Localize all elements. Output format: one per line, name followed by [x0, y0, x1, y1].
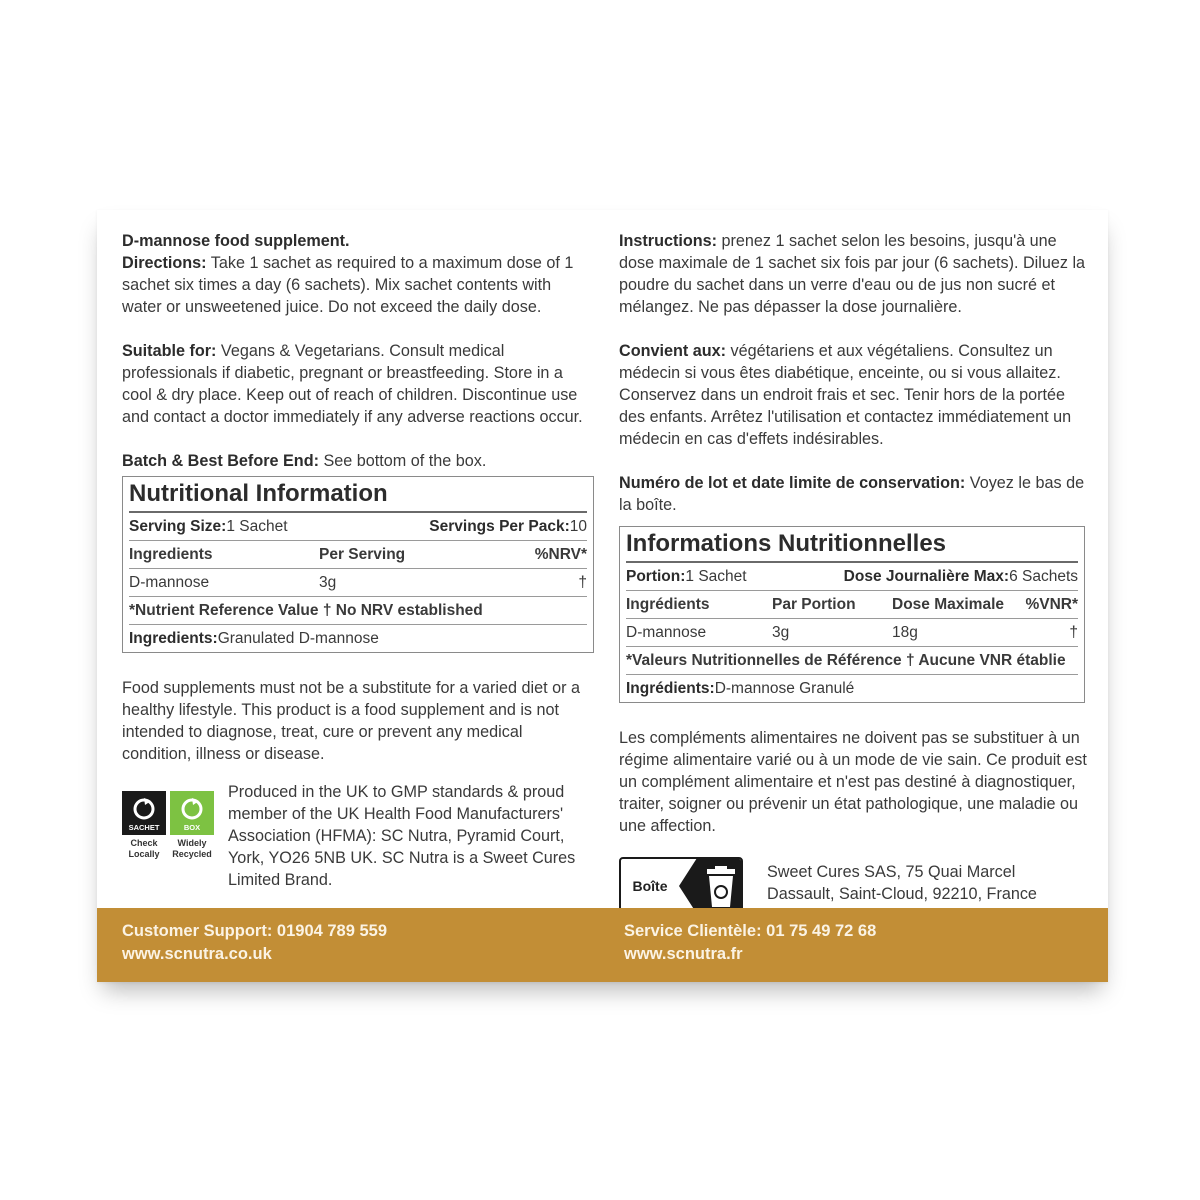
nutrition-table-fr	[619, 526, 1085, 703]
directions-label: Directions:	[122, 254, 207, 272]
batch-label: Batch & Best Before End:	[122, 452, 319, 470]
servings-per-pack-label: Servings Per Pack:	[429, 517, 570, 535]
footnote-text: *Nutrient Reference Value † No NRV established	[129, 601, 483, 619]
cell-par-portion: 3g	[772, 623, 790, 641]
header-par-portion: Par Portion	[772, 595, 856, 613]
footnote-text-fr: *Valeurs Nutritionnelles de Référence † Aucune VNR établie	[626, 651, 1066, 669]
footer-en	[122, 920, 387, 966]
dose-label: Dose Journalière Max:	[843, 567, 1010, 585]
header-ingredients-fr: Ingrédients	[626, 595, 710, 613]
header-vnr: %VNR*	[1025, 595, 1078, 613]
package-back-panel	[97, 210, 1108, 982]
cell-ingredient: D-mannose	[129, 573, 210, 591]
convient-block	[619, 340, 1089, 450]
dose-value: 6 Sachets	[1009, 567, 1078, 585]
nutrition-table	[122, 476, 594, 653]
batch-block	[122, 450, 594, 472]
disclaimer-text-fr: Les compléments alimentaires ne doivent pas se substituer à un régime alimentaire varié ou à un mode de vie sain. Ce produit est un complément alimentaire et n'est pas destiné à diagnostiquer, traiter, soigner ou prévenir un état pathologique, une maladie ou une affection.	[619, 729, 1087, 835]
header-ingredients: Ingredients	[129, 545, 213, 563]
directions-block	[122, 230, 594, 318]
table-footnote	[129, 596, 587, 624]
recycle-icons	[122, 791, 214, 891]
website-fr: www.scnutra.fr	[624, 945, 743, 963]
producer-text: Produced in the UK to GMP standards & proud member of the UK Health Food Manufacturers' Association (HFMA): SC Nutra, Pyramid Court, York, YO26 5NB UK. SC Nutra is a Sweet Cures Limited Brand.	[228, 783, 576, 889]
header-per-serving: Per Serving	[319, 545, 406, 563]
cell-vnr: †	[1069, 623, 1078, 641]
boite-recycle-badge	[619, 857, 743, 915]
suitable-label: Suitable for:	[122, 342, 217, 360]
recycle-box-icon	[170, 791, 214, 835]
ingredients-value: Granulated D-mannose	[217, 629, 379, 647]
boite-label: Boîte	[632, 878, 668, 894]
ingredients-label-fr: Ingrédients:	[626, 679, 715, 697]
french-address: Sweet Cures SAS, 75 Quai Marcel Dassault, Saint-Cloud, 92210, France	[767, 863, 1037, 903]
sachet-caption: Check Locally	[128, 838, 160, 859]
box-caption: Widely Recycled	[172, 838, 212, 859]
directions-text: Take 1 sachet as required to a maximum dose of 1 sachet six times a day (6 sachets). Mix sachet contents with water or unsweetened juice. Do not exceed the daily dose.	[122, 254, 574, 316]
table-row	[626, 618, 1078, 646]
header-dose-maximale: Dose Maximale	[892, 595, 1004, 613]
box-badge-label: BOX	[183, 823, 201, 832]
recycle-sachet	[122, 791, 166, 891]
portion-row	[626, 561, 1078, 590]
table-row	[129, 568, 587, 596]
table-footnote-fr	[626, 646, 1078, 674]
disclaimer-text: Food supplements must not be a substitute for a varied diet or a healthy lifestyle. This product is a food supplement and is not intended to diagnose, treat, cure or prevent any medical condition, illness or disease.	[122, 679, 581, 763]
recycle-box	[170, 791, 214, 891]
footer-fr	[624, 920, 876, 966]
table-header-row-fr	[626, 590, 1078, 618]
ingredients-value-fr: D-mannose Granulé	[714, 679, 855, 697]
portion-value: 1 Sachet	[685, 567, 747, 585]
recycle-sachet-icon	[122, 791, 166, 835]
cell-per-serving: 3g	[319, 573, 337, 591]
nutrition-table-title-fr: Informations Nutritionnelles	[626, 530, 947, 557]
lot-text: Voyez le bas de la boîte.	[619, 474, 1085, 514]
ingredients-label: Ingredients:	[129, 629, 218, 647]
sachet-badge-label: SACHET	[128, 823, 160, 832]
product-intro: D-mannose food supplement.	[122, 232, 350, 250]
nutrition-table-title: Nutritional Information	[129, 480, 388, 507]
ingredients-row	[129, 624, 587, 652]
cell-nrv: †	[578, 573, 587, 591]
instructions-block	[619, 230, 1089, 318]
customer-support: Customer Support: 01904 789 559	[122, 922, 388, 940]
lot-label: Numéro de lot et date limite de conservation:	[619, 474, 966, 492]
suitable-text: Vegans & Vegetarians. Consult medical professionals if diabetic, pregnant or breastfeeding. Store in a cool & dry place. Keep out of reach of children. Discontinue use and contact a doctor immediately if any adverse reactions occur.	[122, 342, 583, 426]
servings-per-pack-value: 10	[569, 517, 587, 535]
service-clientele: Service Clientèle: 01 75 49 72 68	[624, 922, 877, 940]
english-column	[122, 230, 594, 891]
address-block	[619, 857, 1089, 915]
convient-text: végétariens et aux végétaliens. Consultez un médecin si vous êtes diabétique, enceinte, ou si vous allaitez. Conservez dans un endroit frais et sec. Tenir hors de la portée des enfants. Arrêtez l'utilisation et contactez immédiatement un médecin en cas d'effets indésirables.	[619, 342, 1072, 448]
serving-size-label: Serving Size:	[129, 517, 227, 535]
instructions-label: Instructions:	[619, 232, 718, 250]
batch-text: See bottom of the box.	[318, 452, 487, 470]
suitable-block	[122, 340, 594, 428]
serving-size-value: 1 Sachet	[226, 517, 288, 535]
website-uk: www.scnutra.co.uk	[122, 945, 272, 963]
lot-block	[619, 472, 1089, 516]
ingredients-row-fr	[626, 674, 1078, 702]
table-header-row	[129, 540, 587, 568]
convient-label: Convient aux:	[619, 342, 727, 360]
cell-dose-maximale: 18g	[892, 623, 918, 641]
serving-row	[129, 511, 587, 540]
producer-block	[122, 783, 594, 891]
header-nrv: %NRV*	[534, 545, 587, 563]
footer-band	[97, 908, 1108, 982]
recycling-bin-icon	[679, 859, 741, 913]
french-column	[619, 230, 1089, 915]
instructions-text: prenez 1 sachet selon les besoins, jusqu'à une dose maximale de 1 sachet six fois par jour (6 sachets). Diluez la poudre du sachet dans un verre d'eau ou de jus non sucré et mélangez. Ne pas dépasser la dose journalière.	[619, 232, 1086, 316]
portion-label: Portion:	[626, 567, 686, 585]
cell-ingredient-fr: D-mannose	[626, 623, 707, 641]
